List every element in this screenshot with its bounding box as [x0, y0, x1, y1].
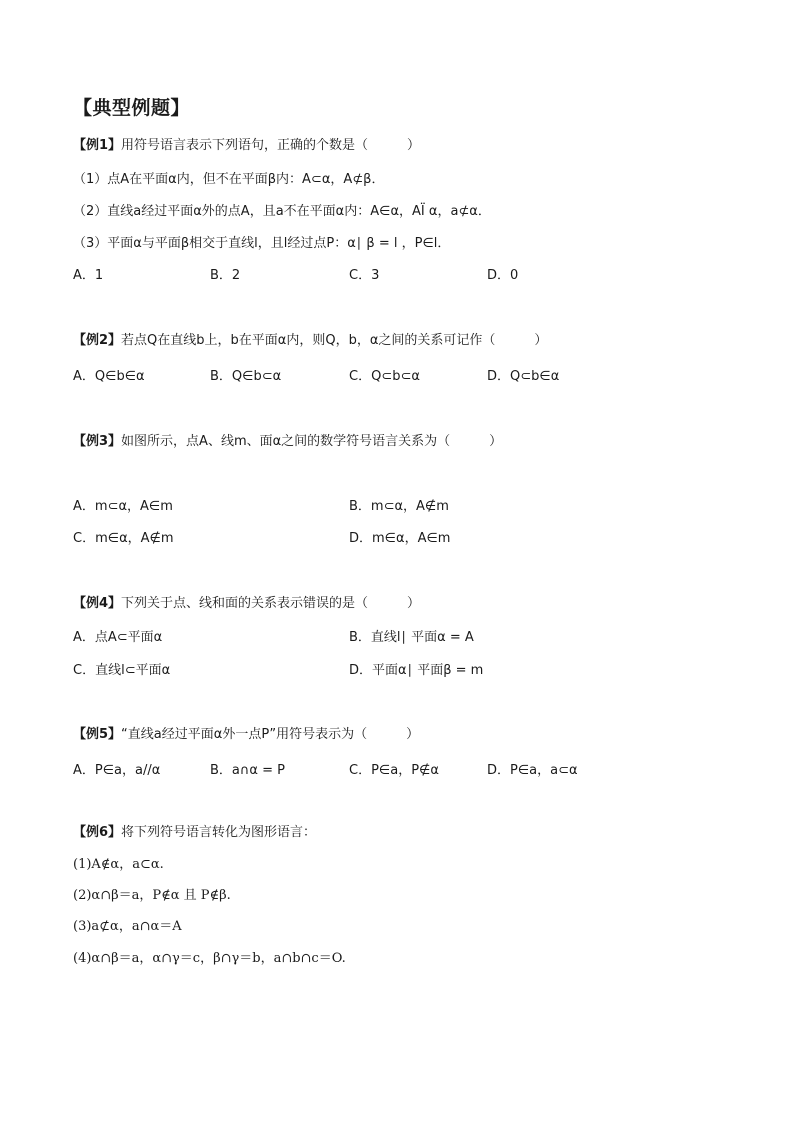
example-5-option-b: B．a∩α = P [210, 763, 285, 778]
example-1-option-d: D．0 [487, 268, 519, 283]
example-5-stem [73, 726, 419, 744]
example-3-option-d: D．m∈α，A∈m [349, 531, 451, 546]
example-1-stem [73, 137, 420, 155]
example-4-label: 【例4】 [73, 596, 122, 611]
example-3-option-b: B．m⊂α，A∉m [349, 499, 449, 514]
section-title: 【典型例题】 [73, 97, 191, 119]
example-4-option-c: C．直线l⊂平面α [73, 663, 171, 678]
example-4-option-a: A．点A⊂平面α [73, 630, 163, 645]
example-4-option-b: B．直线l∣ 平面α = A [349, 630, 474, 645]
example-6-stem [73, 824, 316, 842]
example-2-option-d: D．Q⊂b∈α [487, 369, 560, 384]
example-5-question: “直线a经过平面α外一点P”用符号表示为（ ） [121, 727, 420, 742]
example-3-label: 【例3】 [73, 434, 122, 449]
example-1-item-2: （2）直线a经过平面α外的点A，且a不在平面α内：A∈α，AÏ α，a⊄α． [73, 204, 491, 219]
example-1-question: 用符号语言表示下列语句，正确的个数是（ ） [121, 138, 421, 153]
example-6-item-1: (1)A∉α，a⊂α. [73, 857, 164, 872]
example-2-option-b: B．Q∈b⊂α [210, 369, 282, 384]
example-2-stem [73, 332, 547, 350]
example-6-label: 【例6】 [73, 825, 122, 840]
example-5-option-a: A．P∈a，a//α [73, 763, 161, 778]
example-1-item-1: （1）点A在平面α内，但不在平面β内：A⊂α，A⊄β． [73, 172, 385, 187]
example-1-label: 【例1】 [73, 138, 122, 153]
example-1-option-a: A．1 [73, 268, 104, 283]
example-2-option-c: C．Q⊂b⊂α [349, 369, 420, 384]
example-1-item-3: （3）平面α与平面β相交于直线l，且l经过点P：α∣ β = l ，P∈l． [73, 236, 451, 251]
example-1-option-c: C．3 [349, 268, 380, 283]
example-3-option-a: A．m⊂α，A∈m [73, 499, 173, 514]
example-6-question: 将下列符号语言转化为图形语言： [121, 825, 317, 840]
example-6-item-3: (3)a⊄α，a∩α＝A [73, 919, 182, 934]
example-4-stem [73, 595, 420, 613]
example-6-item-4: (4)α∩β＝a，α∩γ＝c，β∩γ＝b，a∩b∩c＝O. [73, 951, 346, 966]
example-3-question: 如图所示，点A、线m、面α之间的数学符号语言关系为（ ） [121, 434, 503, 449]
example-5-option-c: C．P∈a，P∉α [349, 763, 439, 778]
example-4-question: 下列关于点、线和面的关系表示错误的是（ ） [121, 596, 421, 611]
example-5-option-d: D．P∈a，a⊂α [487, 763, 578, 778]
example-6-item-2: (2)α∩β＝a，P∉α 且 P∉β. [73, 888, 231, 903]
example-1-option-b: B．2 [210, 268, 241, 283]
example-4-option-d: D．平面α∣ 平面β = m [349, 663, 484, 678]
example-5-label: 【例5】 [73, 727, 122, 742]
example-3-stem [73, 433, 502, 451]
example-2-option-a: A．Q∈b∈α [73, 369, 145, 384]
example-2-label: 【例2】 [73, 333, 122, 348]
example-2-question: 若点Q在直线b上，b在平面α内，则Q，b，α之间的关系可记作（ ） [121, 333, 548, 348]
example-3-option-c: C．m∈α，A∉m [73, 531, 174, 546]
